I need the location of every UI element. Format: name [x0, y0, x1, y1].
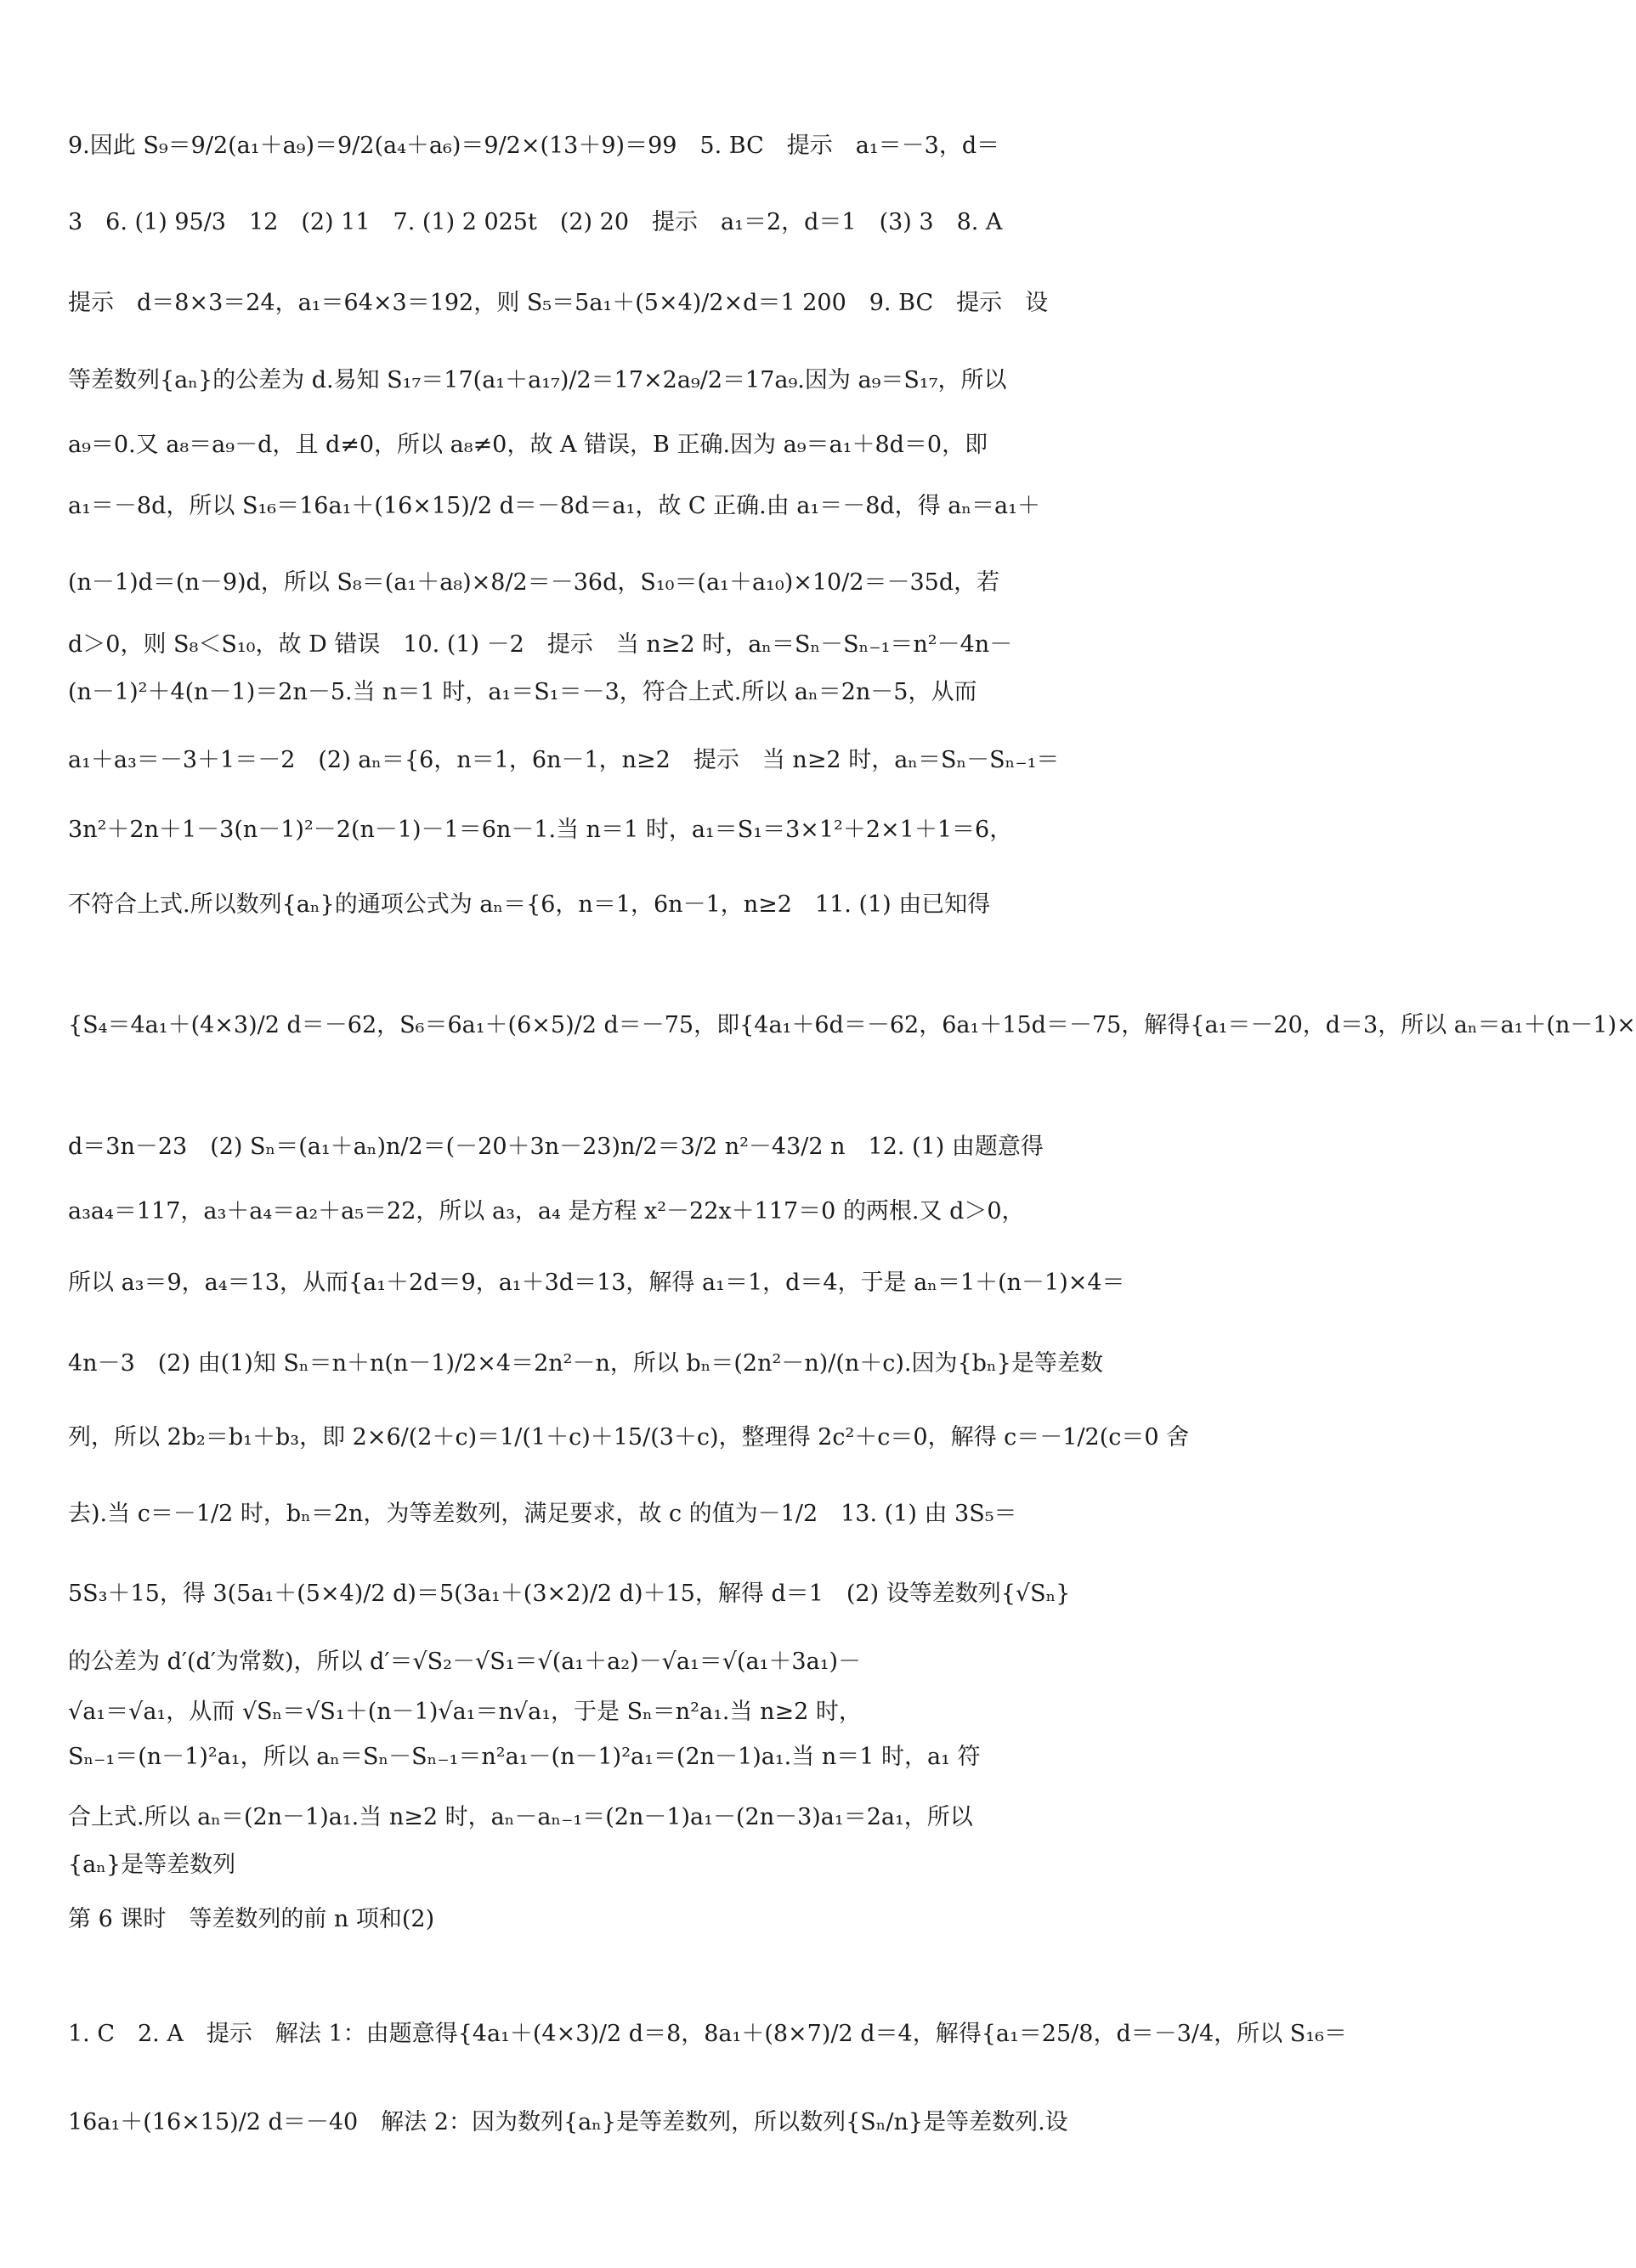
text-line-9: (n－1)²＋4(n－1)＝2n－5.当 n＝1 时，a₁＝S₁＝－3，符合上式.所以 aₙ＝2n－5，从而	[68, 679, 977, 705]
text-line-1: 9.因此 S₉＝9/2(a₁＋a₉)＝9/2(a₄＋a₆)＝9/2×(13＋9)＝99 5. BC 提示 a₁＝－3，d＝	[68, 133, 1000, 159]
text-line-22: √a₁＝√a₁，从而 √Sₙ＝√S₁＋(n－1)√a₁＝n√a₁，于是 Sₙ＝n²a₁.当 n≥2 时，	[68, 1699, 862, 1725]
text-line-23: Sₙ₋₁＝(n－1)²a₁，所以 aₙ＝Sₙ－Sₙ₋₁＝n²a₁－(n－1)²a₁＝(2n－1)a₁.当 n＝1 时，a₁ 符	[68, 1744, 981, 1770]
text-line-21: 的公差为 d′(d′为常数)，所以 d′＝√S₂－√S₁＝√(a₁＋a₂)－√a₁＝√(a₁＋3a₁)－	[68, 1649, 862, 1675]
text-line-27: 1. C 2. A 提示 解法 1：由题意得{4a₁＋(4×3)/2 d＝8，8a₁＋(8×7)/2 d＝4，解得{a₁＝25/8，d＝－3/4，所以 S₁₆＝	[68, 2021, 1347, 2047]
text-line-10: a₁＋a₃＝－3＋1＝－2 (2) aₙ＝{6，n＝1，6n－1，n≥2 提示 当 n≥2 时，aₙ＝Sₙ－Sₙ₋₁＝	[68, 747, 1060, 773]
text-line-4: 等差数列{aₙ}的公差为 d.易知 S₁₇＝17(a₁＋a₁₇)/2＝17×2a₉/2＝17a₉.因为 a₉＝S₁₇，所以	[68, 367, 1007, 393]
text-line-25: {aₙ}是等差数列	[68, 1852, 236, 1878]
text-line-28: 16a₁＋(16×15)/2 d＝－40 解法 2：因为数列{aₙ}是等差数列，所以数列{Sₙ/n}是等差数列.设	[68, 2109, 1068, 2135]
text-line-8: d＞0，则 S₈＜S₁₀，故 D 错误 10. (1) －2 提示 当 n≥2 时，aₙ＝Sₙ－Sₙ₋₁＝n²－4n－	[68, 631, 1013, 658]
text-line-2: 3 6. (1) 95/3 12 (2) 11 7. (1) 2 025t (2) 20 提示 a₁＝2，d＝1 (3) 3 8. A	[68, 209, 1003, 235]
text-line-20: 5S₃＋15，得 3(5a₁＋(5×4)/2 d)＝5(3a₁＋(3×2)/2 d)＋15，解得 d＝1 (2) 设等差数列{√Sₙ}	[68, 1581, 1071, 1607]
text-line-12: 不符合上式.所以数列{aₙ}的通项公式为 aₙ＝{6，n＝1，6n－1，n≥2 11. (1) 由已知得	[68, 891, 991, 918]
text-line-14: d＝3n－23 (2) Sₙ＝(a₁＋aₙ)n/2＝(－20＋3n－23)n/2＝3/2 n²－43/2 n 12. (1) 由题意得	[68, 1134, 1044, 1160]
text-line-19: 去).当 c＝－1/2 时，bₙ＝2n，为等差数列，满足要求，故 c 的值为－1/2 13. (1) 由 3S₅＝	[68, 1501, 1017, 1527]
text-line-13: {S₄＝4a₁＋(4×3)/2 d＝－62，S₆＝6a₁＋(6×5)/2 d＝－75，即{4a₁＋6d＝－62，6a₁＋15d＝－75，解得{a₁＝－20，d＝3，所以 aₙ＝a₁＋(n－1)×	[68, 1012, 1636, 1038]
text-line-17: 4n－3 (2) 由(1)知 Sₙ＝n＋n(n－1)/2×4＝2n²－n，所以 bₙ＝(2n²－n)/(n＋c).因为{bₙ}是等差数	[68, 1350, 1103, 1377]
text-line-6: a₁＝－8d，所以 S₁₆＝16a₁＋(16×15)/2 d＝－8d＝a₁，故 C 正确.由 a₁＝－8d，得 aₙ＝a₁＋	[68, 493, 1040, 519]
text-line-7: (n－1)d＝(n－9)d，所以 S₈＝(a₁＋a₈)×8/2＝－36d，S₁₀＝(a₁＋a₁₀)×10/2＝－35d，若	[68, 569, 1000, 596]
text-line-5: a₉＝0.又 a₈＝a₉－d，且 d≠0，所以 a₈≠0，故 A 错误，B 正确.因为 a₉＝a₁＋8d＝0，即	[68, 432, 988, 458]
text-line-16: 所以 a₃＝9，a₄＝13，从而{a₁＋2d＝9，a₁＋3d＝13，解得 a₁＝1，d＝4，于是 aₙ＝1＋(n－1)×4＝	[68, 1270, 1125, 1296]
page-bottom-margin	[0, 2158, 1061, 2268]
text-line-18: 列，所以 2b₂＝b₁＋b₃，即 2×6/(2＋c)＝1/(1＋c)＋15/(3＋c)，整理得 2c²＋c＝0，解得 c＝－1/2(c＝0 舍	[68, 1424, 1190, 1451]
text-line-24: 合上式.所以 aₙ＝(2n－1)a₁.当 n≥2 时，aₙ－aₙ₋₁＝(2n－1)a₁－(2n－3)a₁＝2a₁，所以	[68, 1804, 973, 1830]
text-line-11: 3n²＋2n＋1－3(n－1)²－2(n－1)－1＝6n－1.当 n＝1 时，a₁＝S₁＝3×1²＋2×1＋1＝6，	[68, 817, 1013, 843]
text-line-3: 提示 d＝8×3＝24，a₁＝64×3＝192，则 S₅＝5a₁＋(5×4)/2×d＝1 200 9. BC 提示 设	[68, 290, 1049, 316]
text-line-15: a₃a₄＝117，a₃＋a₄＝a₂＋a₅＝22，所以 a₃，a₄ 是方程 x²－22x＋117＝0 的两根.又 d＞0，	[68, 1198, 1025, 1224]
section-title: 第 6 课时 等差数列的前 n 项和(2)	[68, 1906, 435, 1932]
